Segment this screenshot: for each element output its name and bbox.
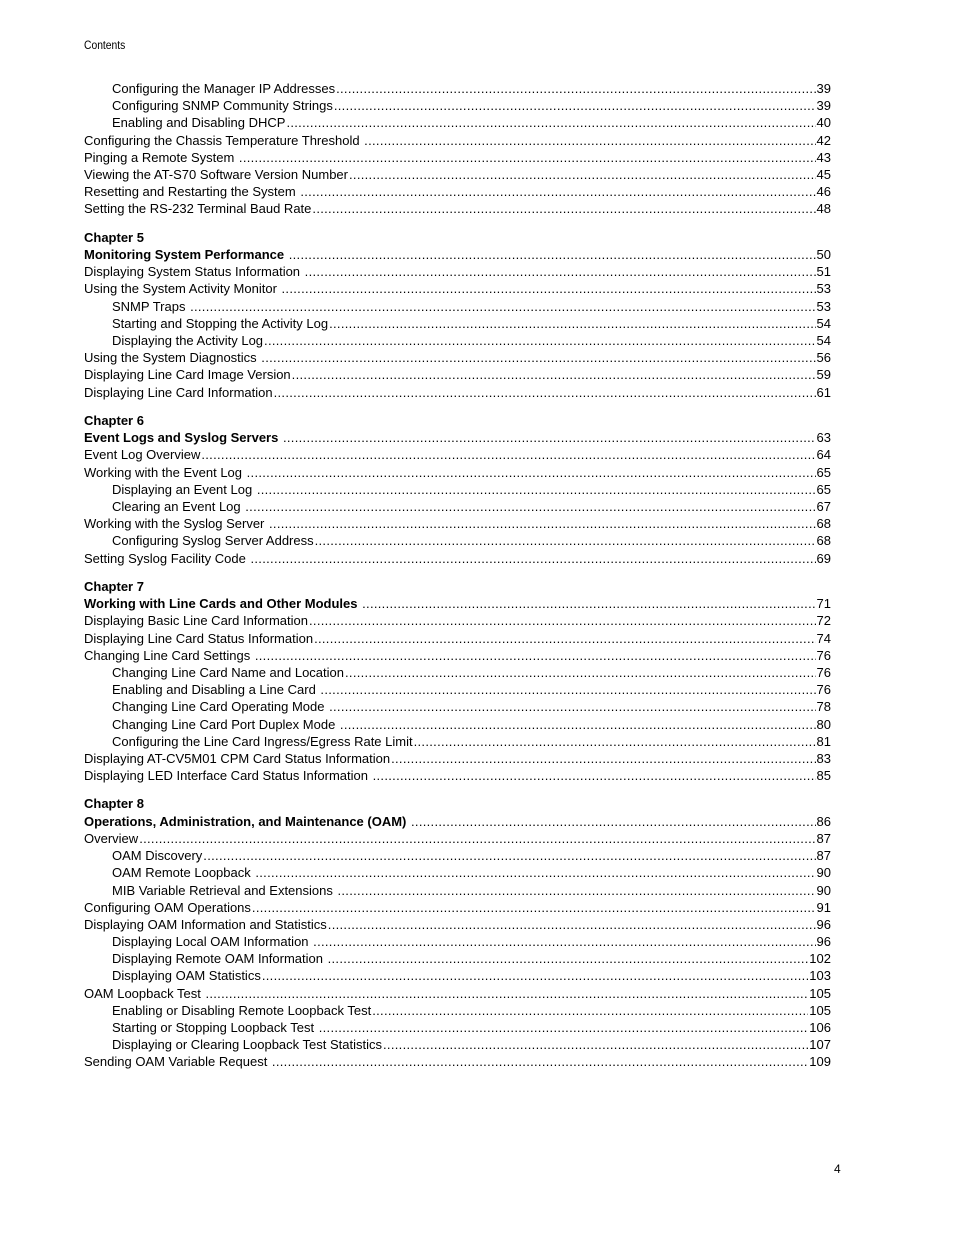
toc-page-number: 105 (809, 1002, 831, 1018)
toc-page-number: 90 (816, 882, 831, 898)
toc-subentry[interactable] (84, 97, 831, 114)
toc-entry[interactable] (84, 916, 831, 933)
toc-page-number: 87 (816, 848, 831, 864)
toc-page-number: 106 (809, 1020, 831, 1035)
toc-dot-leader (411, 813, 816, 830)
toc-page-number: 61 (816, 384, 831, 400)
toc-dot-leader (329, 315, 815, 332)
toc-page-number: 64 (816, 447, 831, 463)
toc-entry-text: Displaying the Activity Log (112, 332, 264, 348)
toc-page-number: 45 (816, 166, 831, 182)
toc-subentry[interactable] (84, 332, 831, 349)
toc-dot-leader (247, 464, 816, 481)
toc-page-number: 51 (816, 264, 831, 280)
toc-entry-text: Displaying Basic Line Card Information (84, 613, 308, 629)
toc-entry[interactable] (84, 630, 831, 647)
toc-entry-text: Configuring the Line Card Ingress/Egress Rate Limit (112, 733, 413, 749)
toc-entry-text: Configuring the Manager IP Addresses (112, 81, 336, 96)
toc-entry[interactable] (84, 166, 831, 183)
toc-page-number: 105 (809, 985, 831, 1001)
toc-dot-leader (391, 750, 815, 767)
toc-dot-leader (255, 647, 816, 664)
toc-entry-text: Displaying or Clearing Loopback Test Statistics (112, 1037, 383, 1053)
toc-dot-leader (269, 515, 816, 532)
toc-dot-leader (289, 246, 816, 263)
toc-dot-leader (300, 183, 815, 200)
toc-subentry[interactable] (84, 847, 831, 864)
toc-entry-text: Overview (84, 830, 139, 846)
toc-dot-leader (201, 446, 815, 463)
toc-entry[interactable] (84, 132, 831, 149)
toc-page-number: 71 (816, 596, 831, 612)
toc-dot-leader (313, 933, 815, 950)
toc-entry-text: Pinging a Remote System (84, 149, 238, 165)
toc-entry[interactable] (84, 263, 831, 280)
toc-subentry[interactable] (84, 1019, 831, 1036)
toc-page-number: 50 (816, 247, 831, 262)
toc-page-number: 65 (816, 481, 831, 497)
toc-chapter-label: Chapter 7 (84, 578, 144, 594)
toc-dot-leader (364, 132, 815, 149)
toc-dot-leader (139, 830, 815, 847)
toc-entry-text: Using the System Diagnostics (84, 350, 261, 366)
toc-page-number: 39 (816, 98, 831, 114)
toc-page-number: 107 (809, 1037, 831, 1053)
toc-page-number: 48 (816, 201, 831, 217)
toc-entry[interactable] (84, 183, 831, 200)
toc-dot-leader (272, 1053, 808, 1070)
toc-subentry[interactable] (84, 733, 831, 750)
toc-entry-text: OAM Remote Loopback (112, 865, 255, 881)
toc-subentry[interactable] (84, 698, 831, 715)
toc-dot-leader (309, 612, 816, 629)
toc-page-number: 72 (816, 613, 831, 629)
toc-entry-text: Clearing an Event Log (112, 498, 245, 514)
toc-subentry[interactable] (84, 80, 831, 97)
toc-entry[interactable] (84, 384, 831, 401)
toc-chapter-label: Chapter 8 (84, 796, 144, 812)
toc-dot-leader (372, 1002, 808, 1019)
toc-dot-leader (282, 280, 816, 297)
toc-subentry[interactable] (84, 967, 831, 984)
toc-subentry[interactable] (84, 1036, 831, 1053)
toc-page-number: 91 (816, 899, 831, 915)
toc-page-number: 86 (816, 813, 831, 829)
toc-page-number: 67 (816, 498, 831, 514)
toc-dot-leader (261, 349, 815, 366)
toc-subentry[interactable] (84, 681, 831, 698)
toc-dot-leader (255, 864, 815, 881)
toc-dot-leader (362, 595, 815, 612)
toc-dot-leader (252, 899, 816, 916)
toc-entry[interactable] (84, 1053, 831, 1070)
toc-page-number: 54 (816, 315, 831, 331)
toc-entry[interactable] (84, 767, 831, 784)
toc-dot-leader (345, 664, 816, 681)
toc-entry-text: Starting or Stopping Loopback Test (112, 1020, 318, 1035)
toc-entry-text: Configuring Syslog Server Address (112, 533, 314, 549)
toc-page-number: 102 (809, 951, 831, 967)
toc-chapter-title[interactable] (84, 813, 831, 830)
toc-entry-text: Displaying LED Interface Card Status Information (84, 768, 372, 784)
table-of-contents (84, 80, 831, 1071)
toc-entry-text: Starting and Stopping the Activity Log (112, 315, 329, 331)
toc-entry-text: Displaying an Event Log (112, 481, 256, 497)
toc-entry-text: Displaying Local OAM Information (112, 934, 313, 950)
toc-subentry[interactable] (84, 882, 831, 899)
toc-dot-leader (383, 1036, 808, 1053)
toc-page-number: 76 (816, 664, 831, 680)
toc-dot-leader (262, 967, 808, 984)
toc-entry-text: Displaying Line Card Image Version (84, 367, 291, 383)
toc-entry-text: Displaying System Status Information (84, 264, 304, 280)
toc-dot-leader (328, 950, 809, 967)
toc-entry[interactable] (84, 647, 831, 664)
toc-page-number: 76 (816, 682, 831, 698)
toc-dot-leader (320, 681, 815, 698)
toc-page-number: 81 (816, 733, 831, 749)
toc-page-number: 68 (816, 516, 831, 532)
toc-entry-text: Displaying Line Card Status Information (84, 630, 314, 646)
toc-entry-text: Displaying OAM Information and Statistics (84, 916, 327, 932)
toc-entry[interactable] (84, 612, 831, 629)
toc-dot-leader (336, 80, 815, 97)
toc-subentry[interactable] (84, 481, 831, 498)
toc-dot-leader (245, 498, 815, 515)
toc-dot-leader (312, 200, 815, 217)
toc-chapter-label: Chapter 6 (84, 412, 144, 428)
toc-entry-text: Setting the RS-232 Terminal Baud Rate (84, 201, 312, 217)
toc-entry[interactable] (84, 446, 831, 463)
toc-dot-leader (257, 481, 816, 498)
toc-page-number: 68 (816, 533, 831, 549)
toc-entry-text: Event Logs and Syslog Servers (84, 430, 282, 446)
toc-subentry[interactable] (84, 1002, 831, 1019)
toc-dot-leader (337, 882, 815, 899)
toc-entry-text: Working with Line Cards and Other Modules (84, 596, 362, 612)
page-number: 4 (834, 1162, 841, 1176)
toc-dot-leader (274, 384, 816, 401)
toc-dot-leader (305, 263, 816, 280)
toc-entry-text: Viewing the AT-S70 Software Version Number (84, 166, 348, 182)
toc-entry-text: Enabling and Disabling DHCP (112, 115, 286, 131)
toc-page-number: 43 (816, 149, 831, 165)
toc-entry[interactable] (84, 985, 831, 1002)
toc-dot-leader (250, 550, 815, 567)
toc-page-number: 83 (816, 750, 831, 766)
toc-entry-text: Enabling and Disabling a Line Card (112, 682, 320, 698)
toc-entry-text: Changing Line Card Name and Location (112, 664, 344, 680)
toc-entry[interactable] (84, 200, 831, 217)
toc-entry-text: Enabling or Disabling Remote Loopback Test (112, 1002, 372, 1018)
toc-dot-leader (349, 166, 816, 183)
toc-entry[interactable] (84, 280, 831, 297)
toc-dot-leader (328, 916, 816, 933)
toc-entry[interactable] (84, 149, 831, 166)
toc-entry-text: SNMP Traps (112, 298, 190, 314)
toc-page-number: 85 (816, 768, 831, 784)
toc-dot-leader (340, 716, 816, 733)
toc-subentry[interactable] (84, 864, 831, 881)
toc-entry-text: Changing Line Card Port Duplex Mode (112, 716, 339, 732)
toc-subentry[interactable] (84, 298, 831, 315)
toc-page-number: 46 (816, 184, 831, 200)
toc-dot-leader (264, 332, 816, 349)
toc-page-number: 103 (809, 968, 831, 984)
toc-page-number: 53 (816, 298, 831, 314)
toc-entry-text: Changing Line Card Settings (84, 647, 254, 663)
toc-subentry[interactable] (84, 498, 831, 515)
toc-dot-leader (334, 97, 816, 114)
toc-page-number: 59 (816, 367, 831, 383)
toc-page-number: 56 (816, 350, 831, 366)
toc-dot-leader (283, 429, 816, 446)
toc-page-number: 90 (816, 865, 831, 881)
toc-dot-leader (314, 630, 815, 647)
toc-dot-leader (205, 985, 808, 1002)
toc-page-number: 54 (816, 332, 831, 348)
toc-entry[interactable] (84, 515, 831, 532)
toc-entry[interactable] (84, 830, 831, 847)
toc-page-number: 65 (816, 464, 831, 480)
toc-page-number: 109 (809, 1054, 831, 1070)
toc-page-number: 53 (816, 281, 831, 297)
toc-chapter-title[interactable] (84, 429, 831, 446)
toc-chapter-label: Chapter 5 (84, 229, 144, 245)
toc-page-number: 76 (816, 647, 831, 663)
toc-dot-leader (292, 366, 816, 383)
toc-entry-text: Event Log Overview (84, 447, 201, 463)
toc-page-number: 74 (816, 630, 831, 646)
toc-entry-text: Displaying AT-CV5M01 CPM Card Status Information (84, 750, 391, 766)
toc-entry-text: Using the System Activity Monitor (84, 281, 281, 297)
toc-entry-text: Operations, Administration, and Maintenance (OAM) (84, 813, 410, 829)
toc-dot-leader (203, 847, 815, 864)
toc-entry-text: Working with the Syslog Server (84, 516, 268, 532)
toc-page-number: 78 (816, 699, 831, 715)
toc-dot-leader (329, 698, 815, 715)
toc-page-number: 40 (816, 115, 831, 131)
toc-dot-leader (319, 1019, 809, 1036)
toc-dot-leader (315, 532, 816, 549)
toc-entry-text: Setting Syslog Facility Code (84, 550, 250, 566)
toc-page-number: 80 (816, 716, 831, 732)
toc-page-number: 87 (816, 830, 831, 846)
toc-subentry[interactable] (84, 950, 831, 967)
toc-entry-text: Sending OAM Variable Request (84, 1054, 271, 1070)
toc-subentry[interactable] (84, 664, 831, 681)
toc-entry-text: OAM Loopback Test (84, 985, 205, 1001)
toc-entry-text: Displaying Line Card Information (84, 384, 273, 400)
toc-subentry[interactable] (84, 532, 831, 549)
toc-entry-text: Resetting and Restarting the System (84, 184, 300, 200)
running-header: Contents (84, 38, 126, 52)
toc-subentry[interactable] (84, 716, 831, 733)
toc-subentry[interactable] (84, 114, 831, 131)
toc-subentry[interactable] (84, 933, 831, 950)
toc-page-number: 39 (816, 81, 831, 96)
toc-entry[interactable] (84, 550, 831, 567)
toc-chapter-title[interactable] (84, 246, 831, 263)
toc-page-number: 42 (816, 132, 831, 148)
toc-entry-text: Working with the Event Log (84, 464, 246, 480)
toc-page-number: 96 (816, 916, 831, 932)
toc-entry[interactable] (84, 464, 831, 481)
toc-subentry[interactable] (84, 315, 831, 332)
toc-dot-leader (190, 298, 815, 315)
toc-entry-text: Changing Line Card Operating Mode (112, 699, 329, 715)
toc-dot-leader (373, 767, 816, 784)
toc-dot-leader (414, 733, 816, 750)
toc-entry[interactable] (84, 899, 831, 916)
toc-entry[interactable] (84, 750, 831, 767)
toc-page-number: 96 (816, 934, 831, 950)
toc-entry-text: Configuring the Chassis Temperature Threshold (84, 132, 364, 148)
toc-page-number: 69 (816, 550, 831, 566)
toc-entry-text: Displaying OAM Statistics (112, 968, 261, 984)
toc-entry-text: MIB Variable Retrieval and Extensions (112, 882, 337, 898)
toc-entry-text: Monitoring System Performance (84, 247, 288, 262)
toc-entry-text: Configuring OAM Operations (84, 899, 251, 915)
toc-entry-text: OAM Discovery (112, 848, 203, 864)
toc-entry-text: Configuring SNMP Community Strings (112, 98, 333, 114)
toc-entry[interactable] (84, 366, 831, 383)
toc-entry[interactable] (84, 349, 831, 366)
toc-dot-leader (286, 114, 815, 131)
toc-page-number: 63 (816, 430, 831, 446)
toc-chapter-title[interactable] (84, 595, 831, 612)
toc-dot-leader (239, 149, 816, 166)
toc-entry-text: Displaying Remote OAM Information (112, 951, 327, 967)
